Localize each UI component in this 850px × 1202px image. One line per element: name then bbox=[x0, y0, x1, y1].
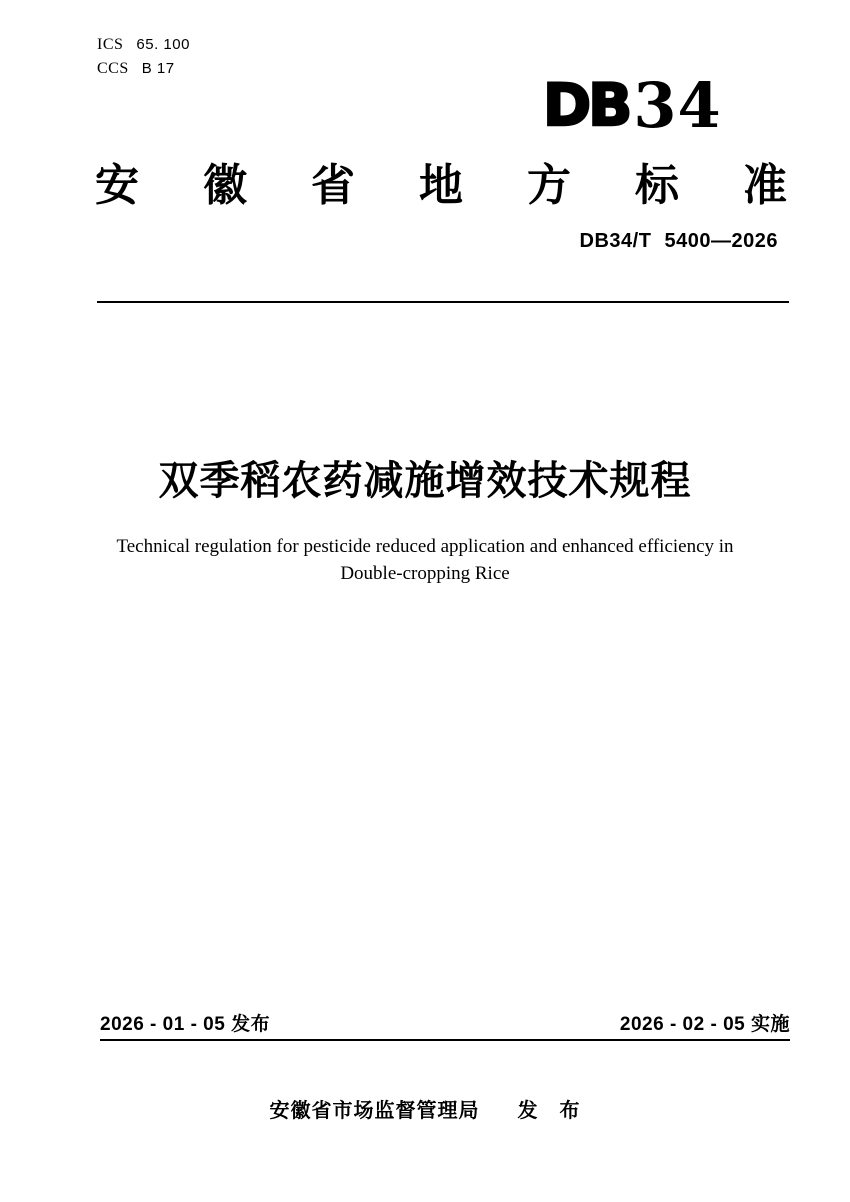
title-chinese: 双季稻农药减施增效技术规程 bbox=[158, 459, 692, 503]
standard-number: DB34/T 5400—2026 bbox=[579, 230, 778, 252]
implement-date: 2026 - 02 - 05 实施 bbox=[619, 1014, 790, 1035]
standard-type-char: 地 bbox=[419, 161, 463, 210]
ics-value: 65. 100 bbox=[136, 36, 190, 53]
ics-row bbox=[97, 36, 190, 60]
standard-type-char: 准 bbox=[743, 161, 787, 210]
title-english-line1: Technical regulation for pesticide reduced application and enhanced efficiency in bbox=[116, 536, 734, 557]
ccs-row bbox=[97, 60, 190, 84]
standard-type-heading bbox=[95, 162, 787, 210]
publisher-row bbox=[0, 1094, 850, 1123]
ccs-label: CCS bbox=[97, 60, 129, 77]
bottom-rule bbox=[100, 1039, 790, 1041]
ccs-value: B 17 bbox=[141, 60, 175, 77]
ics-ccs-block bbox=[97, 36, 190, 84]
standard-type-char: 方 bbox=[527, 161, 571, 210]
title-english-line2: Double-cropping Rice bbox=[340, 563, 510, 584]
standard-type-char: 标 bbox=[635, 161, 679, 210]
standard-type-char: 安 bbox=[95, 161, 139, 210]
date-row bbox=[100, 1009, 790, 1036]
standard-type-char: 徽 bbox=[203, 161, 247, 210]
publisher-name: 安徽省市场监督管理局 bbox=[269, 1100, 480, 1122]
top-rule bbox=[97, 301, 789, 303]
publish-word: 发 布 bbox=[517, 1100, 581, 1122]
ics-label: ICS bbox=[97, 36, 124, 53]
issue-date: 2026 - 01 - 05 发布 bbox=[100, 1014, 271, 1035]
logo-db-text: DB bbox=[543, 71, 630, 139]
standard-type-char: 省 bbox=[311, 161, 355, 210]
db34-logo bbox=[543, 69, 722, 142]
title-english bbox=[0, 533, 850, 587]
logo-number-text: 34 bbox=[633, 69, 722, 142]
